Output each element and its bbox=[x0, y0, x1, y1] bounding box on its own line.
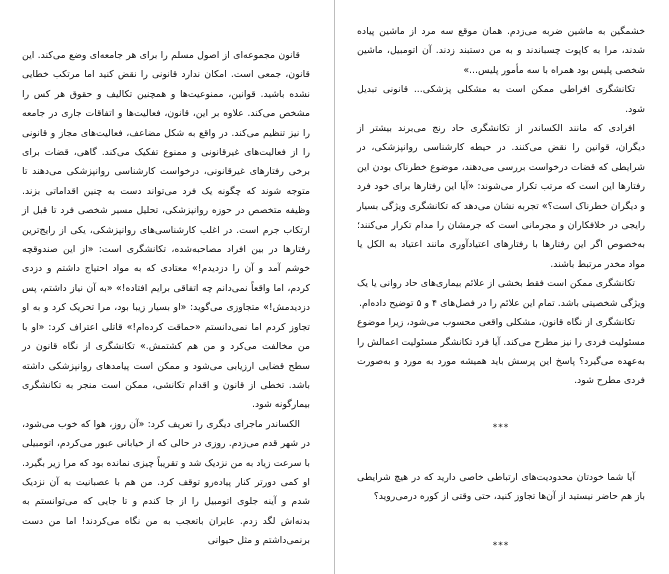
left-paragraph-1: قانون مجموعه‌ای از اصول مسلم را برای هر جامعه‌ای وضع می‌کند. این قانون، جمعی است. امکان ندارد قانونی را نقض کنید اما مرتکب خطایی نشده باشید. قوانین، ممنوعیت‌ها و همچنین تکالیف و حقوق هر کس را مشخص می‌کند. علاوه بر این، قانون، فعالیت‌ها و اتفاقات جاری در جامعه را نیز تنظیم می‌کند. در واقع به شکل مضاعف، فعالیت‌های مجاز و قانونی را از فعالیت‌های غیرقانونی و ممنوع تفکیک می‌کند. گاهی، قضات برای برخی رفتارهای غیرقانونی، درخواست کارشناسی روانپزشکی می‌دهند تا متوجه شوند که چگونه یک فرد می‌تواند دست به چنین اقداماتی بزند. وظیفه متخصص در حوزه روانپزشکی، تحلیل مسیر شخصی فرد تا قبل از ارتکاب جرم است. در اغلب کارشناسی‌های روانپزشکی، یکی از رایج‌ترین رفتارها در بین افراد مصاحبه‌شده، تکانشگری است: «از این صندوقچه خوشم آمد و آن را دزدیدم!» معتادی که به مواد احتیاج داشتم و دزدی کردم، اما واقعاً نمی‌دانم چه اتفاقی برایم افتاده!» «به آن نیاز داشتم، پس دزدیدمش!» متجاوزی می‌گوید: «او بسیار زیبا بود، مرا تحریک کرد و به او تجاوز کردم اما نمی‌دانستم «حماقت کرده‌ام!» قاتلی اعتراف کرد: «او با من مخالفت می‌کرد و من هم کشتمش.» تکانشگری از نگاه قانون در سطح قضایی ارزیابی می‌شود و ممکن است پیامدهای روانپزشکی داشته باشد. تخطی از قانون و اقدام تکانشی، ممکن است منجر به تکانشگری بیمارگونه شود. bbox=[22, 50, 310, 411]
right-paragraph-2: تکانشگری افراطی ممکن است به مشکلی پزشکی... قانونی تبدیل شود. bbox=[357, 84, 645, 115]
reflection-question: آیا شما خودتان محدودیت‌های ارتباطی خاصی دارید که در هیچ شرایطی باز هم حاضر نیستید از آن‌ها تجاوز کنید، حتی وقتی از کوره درمی‌روید؟ bbox=[357, 471, 645, 503]
right-paragraph-1: خشمگین به ماشین ضربه می‌زدم. همان موقع سه مرد از ماشین پیاده شدند، مرا به کاپوت چسباندند و به من دستبند زدند. آن اتومبیل، ماشین شخصی پلیس بود همراه با سه مأمور پلیس...» bbox=[357, 26, 645, 76]
left-paragraph-2: الکساندر ماجرای دیگری را تعریف کرد: «آن روز، هوا که خوب می‌شود، در شهر قدم می‌زدم. روزی در حالی که از خیابانی عبور می‌کردم، اتومبیلی با سرعت زیاد به من نزدیک شد و تقریباً چیزی نمانده بود که مرا زیر بگیرد. او کمی دورتر کنار پیاده‌رو توقف کرد. من هم با عصبانیت به آن نزدیک شدم و آینه جلوی اتومبیل را از جا کندم و تا جایی که می‌توانستم به بدنه‌اش لگد زدم. عابران باتعجب به من نگاه می‌کردند! اما من دست برنمی‌داشتم و مثل حیوانی bbox=[22, 418, 310, 547]
left-page bbox=[0, 0, 334, 574]
right-paragraph-3: افرادی که مانند الکساندر از تکانشگری حاد رنج می‌برند بیشتر از دیگران، قوانین را نقض می‌کنند. در حیطه کارشناسی روانپزشکی، در شرایطی که قضات درخواست بررسی می‌دهند، موضوع خطرناک بودن این رفتارها این است که مرتب تکرار می‌شوند: «آیا این رفتارها برای خود فرد و دیگران خطرناک است؟» تجربه نشان می‌دهد که تکانشگری ویژگی بسیار رایجی در خلافکاران و مجرمانی است که جرمشان را مدام تکرار می‌کنند؛ به‌خصوص اگر این رفتارها با رفتارهای اعتیادآوری مانند اعتیاد به الکل یا مواد مخدر مرتبط باشند. bbox=[357, 123, 645, 270]
right-page bbox=[335, 0, 669, 574]
section-separator-2: *** bbox=[492, 540, 510, 551]
section-separator-1: *** bbox=[492, 422, 510, 433]
right-paragraph-4: تکانشگری ممکن است فقط بخشی از علائم بیماری‌های حاد روانی یا یک ویژگی شخصیتی باشد. تمام این علائم را در فصل‌های ۴ و ۵ توضیح داده‌ام. bbox=[357, 278, 645, 309]
right-paragraph-5: تکانشگری از نگاه قانون، مشکلی واقعی محسوب می‌شود، زیرا موضوع مسئولیت فردی را نیز مطرح می‌کند. آیا فرد تکانشگر مسئولیت اعمالش را به‌عهده می‌گیرد؟ پاسخ این پرسش باید همیشه مورد به مورد و به‌صورت فردی مطرح شود. bbox=[357, 317, 645, 387]
